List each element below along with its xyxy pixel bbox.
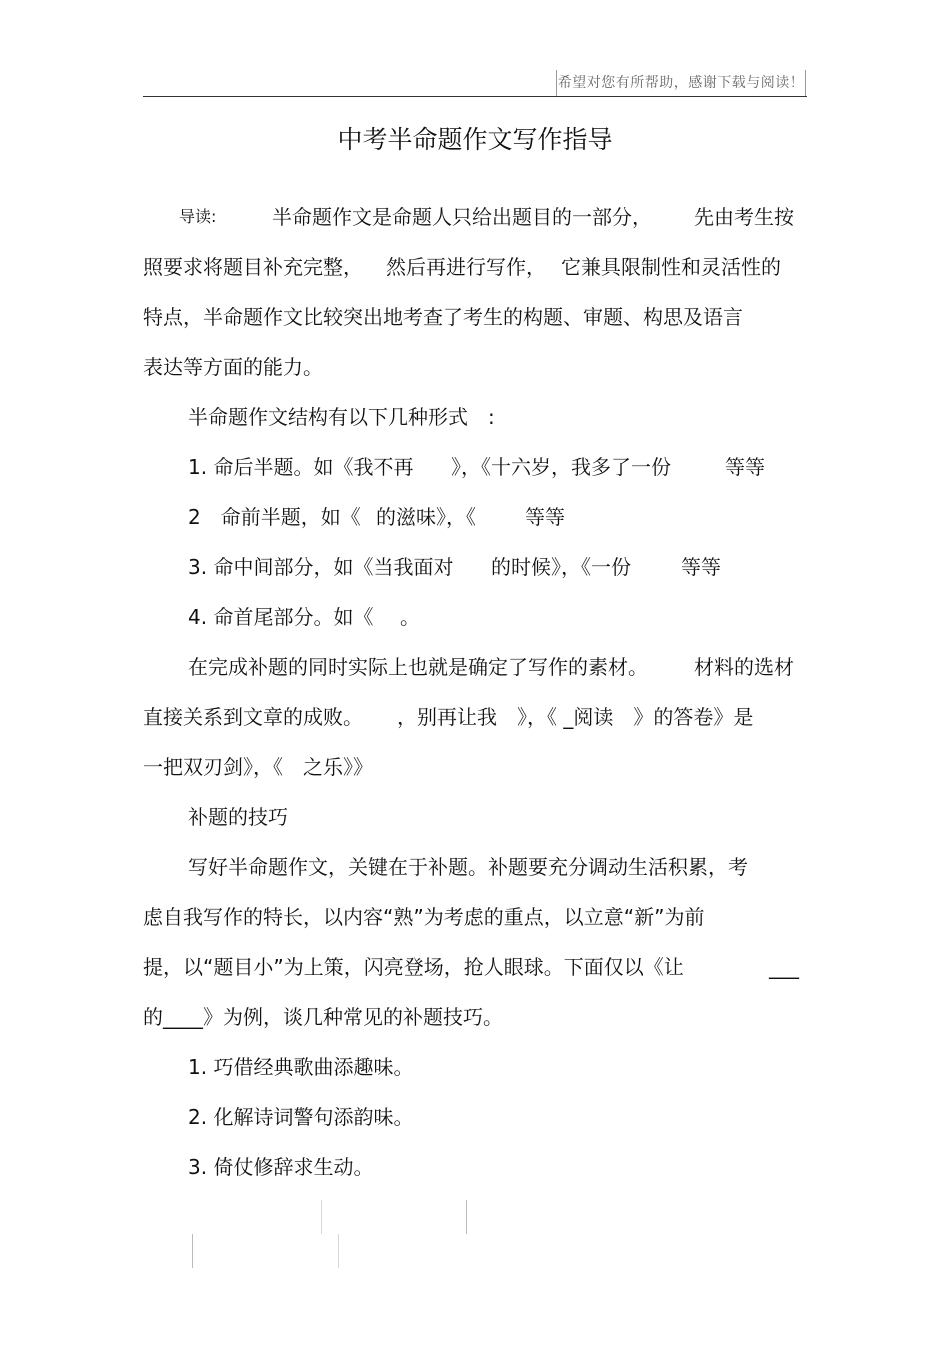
list-item: 1. 命后半题。如《我不再 <box>188 455 414 479</box>
scan-artifact-line <box>338 1234 339 1268</box>
intro-label: 导读: <box>179 207 217 226</box>
tips-text: 写好半命题作文，关键在于补题。补题要充分调动生活积累，考 <box>188 855 748 879</box>
structure-heading: 半命题作文结构有以下几种形式 : <box>188 405 495 429</box>
structure-section <box>143 392 807 642</box>
list-item: 的时候》，《一份 <box>491 555 631 579</box>
list-item: 》，《十六岁，我多了一份 <box>451 455 671 479</box>
intro-text: 照要求将题目补充完整， <box>143 255 363 279</box>
tips-heading: 补题的技巧 <box>188 805 288 829</box>
scan-artifact-line <box>192 1234 193 1268</box>
tips-text: 的____》为例，谈几种常见的补题技巧。 <box>143 1005 503 1029</box>
material-text: 材料的选材 <box>694 655 794 679</box>
tips-text: ___ <box>769 955 799 979</box>
header-note: 希望对您有所帮助，感谢下载与阅读！ <box>556 70 806 96</box>
list-item: 。 <box>400 605 420 629</box>
tips-text: 提，以“题目小”为上策，闪亮登场，抢人眼球。下面仅以《让 <box>143 955 684 979</box>
scan-artifact-line <box>321 1200 322 1234</box>
intro-paragraph <box>143 192 807 392</box>
intro-text: 先由考生按 <box>694 205 794 229</box>
list-item: 3. 倚仗修辞求生动。 <box>188 1155 374 1179</box>
page-title: 中考半命题作文写作指导 <box>337 125 613 154</box>
material-paragraph <box>143 642 807 792</box>
list-item: 2. 化解诗词警句添韵味。 <box>188 1105 414 1129</box>
tips-text: 虑自我写作的特长，以内容“熟”为考虑的重点，以立意“新”为前 <box>143 905 705 929</box>
scan-artifact-line <box>466 1200 467 1234</box>
list-item: 3. 命中间部分，如《当我面对 <box>188 555 454 579</box>
list-item: 等等 <box>681 555 721 579</box>
material-text: 直接关系到文章的成败。 <box>143 705 363 729</box>
material-text: 在完成补题的同时实际上也就是确定了写作的素材。 <box>188 655 648 679</box>
intro-text: 特点，半命题作文比较突出地考查了考生的构题、审题、构思及语言 <box>143 305 743 329</box>
intro-text: 它兼具限制性和灵活性的 <box>561 255 781 279</box>
material-text: 一把双刃剑》，《 之乐》》 <box>143 755 373 779</box>
intro-text: 表达等方面的能力。 <box>143 355 323 379</box>
list-item: 1. 巧借经典歌曲添趣味。 <box>188 1055 414 1079</box>
material-text: ，别再让我 》，《 _阅读 》的答卷》是 <box>397 705 754 729</box>
header-divider <box>143 96 807 97</box>
intro-text: 然后再进行写作， <box>386 255 546 279</box>
list-item: 等等 <box>725 455 765 479</box>
tips-section <box>143 792 807 1192</box>
list-item: 2 命前半题，如《 <box>188 505 361 529</box>
list-item: 的滋味》，《 <box>376 505 476 529</box>
intro-text: 半命题作文是命题人只给出题目的一部分， <box>272 205 652 229</box>
list-item: 4. 命首尾部分。如《 <box>188 605 374 629</box>
list-item: 等等 <box>525 505 565 529</box>
